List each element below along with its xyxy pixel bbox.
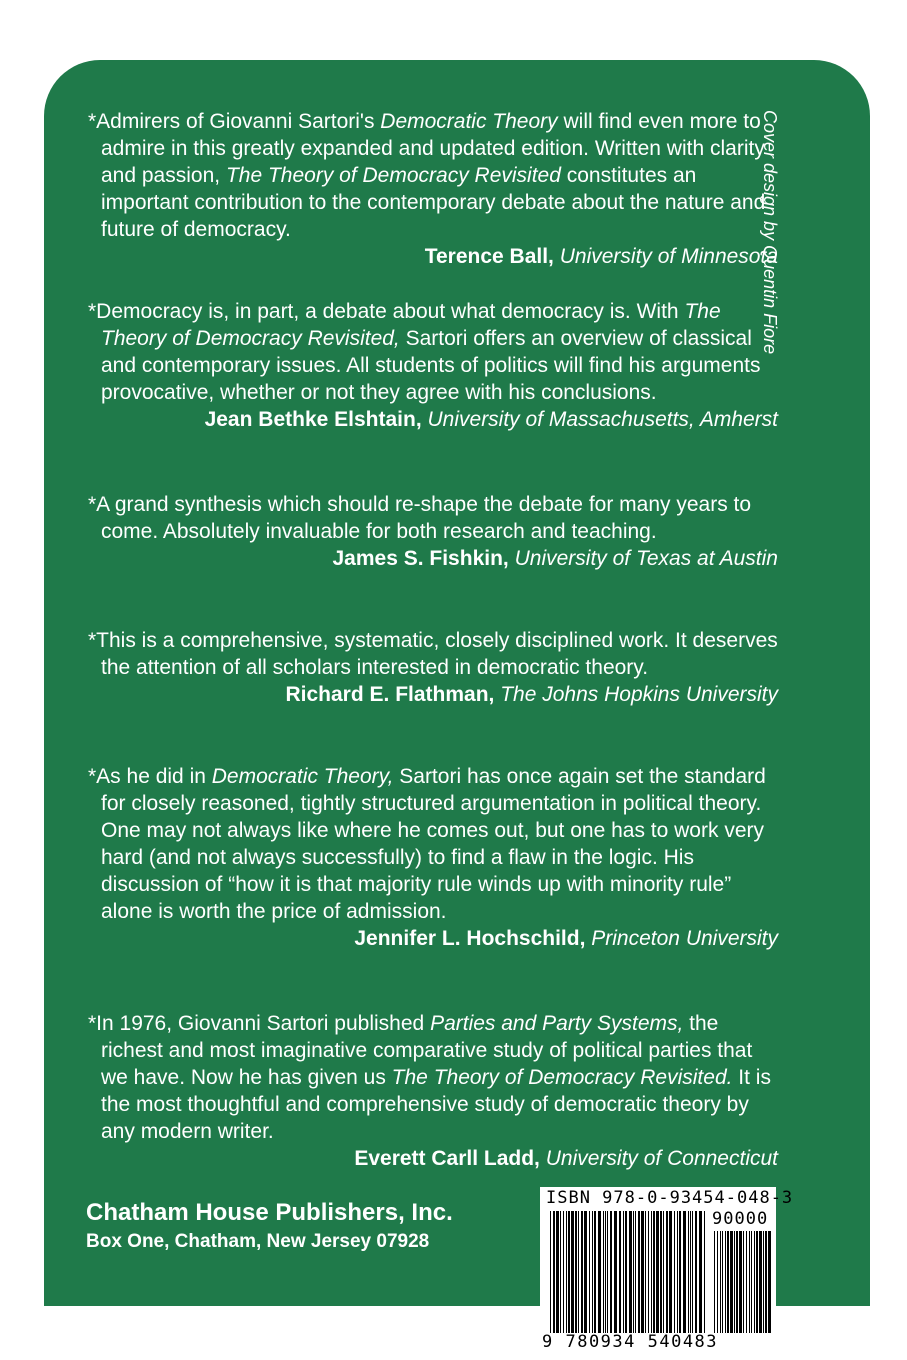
barcode-bar — [560, 1211, 561, 1333]
barcode-supplement-bars — [714, 1231, 772, 1333]
barcode-bar — [635, 1211, 636, 1333]
publisher-address: Box One, Chatham, New Jersey 07928 — [86, 1231, 430, 1252]
isbn-barcode — [540, 1187, 794, 1357]
author-name: Richard E. Flathman, — [285, 683, 495, 706]
barcode-bar — [605, 1211, 606, 1333]
blurb-attribution — [88, 545, 778, 572]
author-institution: University of Connecticut — [545, 1147, 778, 1170]
barcode-bar — [746, 1231, 747, 1333]
barcode-digits: 9 780934 540483 — [542, 1332, 719, 1352]
barcode-bar — [734, 1231, 735, 1333]
author-name: Everett Carll Ladd, — [354, 1147, 540, 1170]
barcode-bar — [660, 1211, 662, 1333]
blurb-attribution — [88, 681, 778, 708]
blurb-ball — [88, 108, 778, 270]
blurb-elshtain — [88, 298, 778, 433]
author-institution: University of Minnesota — [559, 245, 778, 268]
barcode-bar — [623, 1211, 624, 1333]
author-institution: University of Massachusetts, Amherst — [427, 408, 778, 431]
blurb-attribution — [88, 406, 778, 433]
barcode-bar — [669, 1211, 672, 1333]
blurb-attribution — [88, 243, 778, 270]
blurb-text: *Admirers of Giovanni Sartori's Democratic Theory will find even more to admire in this greatly expanded and updated edition. Written with clarity and passion, The Theory of Democracy Revisited constitutes an important contribution to the contemporary debate about the nature and future of democracy. — [88, 110, 766, 241]
barcode-bar — [638, 1211, 640, 1333]
blurb-ladd — [88, 1010, 778, 1172]
blurb-text: *This is a comprehensive, systematic, closely disciplined work. It deserves the attention of all scholars interested in democratic theory. — [88, 629, 778, 679]
barcode-bar — [651, 1211, 652, 1333]
barcode-bar — [743, 1231, 744, 1333]
barcode-bars — [550, 1211, 705, 1333]
isbn-label: ISBN 978-0-93454-048-3 — [546, 1188, 794, 1208]
barcode-bar — [553, 1211, 555, 1333]
barcode-bar — [704, 1211, 705, 1333]
barcode-bar — [768, 1231, 771, 1333]
author-name: Jennifer L. Hochschild, — [354, 927, 586, 950]
author-institution: The Johns Hopkins University — [500, 683, 778, 706]
barcode-bar — [699, 1211, 702, 1333]
barcode-bar — [739, 1231, 742, 1333]
blurb-attribution — [88, 925, 778, 952]
barcode-supplement-number: 90000 — [712, 1209, 769, 1229]
blurb-hochschild — [88, 763, 778, 952]
barcode-bar — [730, 1231, 733, 1333]
author-name: Terence Ball, — [424, 245, 554, 268]
barcode-bar — [563, 1211, 564, 1333]
barcode-bar — [754, 1231, 755, 1333]
barcode-bar — [598, 1211, 601, 1333]
barcode-bar — [765, 1231, 767, 1333]
barcode-bar — [629, 1211, 632, 1333]
barcode-bar — [648, 1211, 649, 1333]
barcode-bar — [692, 1211, 693, 1333]
barcode-bar — [656, 1211, 659, 1333]
barcode-bar — [619, 1211, 621, 1333]
blurb-text: *As he did in Democratic Theory, Sartori has once again set the standard for closely reasoned, tightly structured argumentation in political theory. One may not always like where he comes out, but one has to work very hard (and not always successfully) to find a flaw in the logic. His discussion of “how it is that majority rule winds up with minority rule” alone is worth the price of admission. — [88, 765, 766, 923]
barcode-bar — [688, 1211, 689, 1333]
barcode-bar — [550, 1211, 551, 1333]
blurb-text: *A grand synthesis which should re-shape the debate for many years to come. Absolutely invaluable for both research and teaching. — [88, 493, 752, 543]
barcode-bar — [594, 1211, 596, 1333]
barcode-bar — [690, 1211, 691, 1333]
barcode-bar — [625, 1211, 627, 1333]
barcode-bar — [581, 1211, 583, 1333]
barcode-bar — [641, 1211, 644, 1333]
barcode-bar — [722, 1231, 723, 1333]
barcode-bar — [607, 1211, 608, 1333]
barcode-bar — [751, 1231, 752, 1333]
blurb-fishkin — [88, 491, 778, 572]
barcode-bar — [663, 1211, 664, 1333]
publisher-block — [86, 1198, 453, 1256]
barcode-bar — [584, 1211, 587, 1333]
barcode-bar — [610, 1211, 612, 1333]
barcode-bar — [756, 1231, 758, 1333]
blurb-flathman — [88, 627, 778, 708]
barcode-bar — [575, 1211, 577, 1333]
author-institution: Princeton University — [591, 927, 778, 950]
barcode-bar — [759, 1231, 762, 1333]
barcode-bar — [763, 1231, 764, 1333]
barcode-bar — [720, 1231, 721, 1333]
barcode-bar — [571, 1211, 574, 1333]
barcode-bar — [592, 1211, 593, 1333]
cover-design-credit: Cover design by Quentin Fiore — [760, 110, 780, 355]
barcode-bar — [714, 1231, 715, 1333]
barcode-bar — [749, 1231, 750, 1333]
barcode-bar — [556, 1211, 559, 1333]
barcode-bar — [727, 1231, 729, 1333]
publisher-name: Chatham House Publishers, Inc. — [86, 1199, 453, 1226]
blurb-attribution — [88, 1145, 778, 1172]
barcode-bar — [683, 1211, 686, 1333]
barcode-bar — [589, 1211, 590, 1333]
barcode-bar — [674, 1211, 675, 1333]
barcode-bar — [679, 1211, 681, 1333]
barcode-bar — [633, 1211, 634, 1333]
barcode-bar — [603, 1211, 604, 1333]
barcode-bar — [666, 1211, 668, 1333]
blurb-text: *Democracy is, in part, a debate about what democracy is. With The Theory of Democracy Revisited, Sartori offers an overview of classical and contemporary issues. All students of politics will find his arguments provocative, whether or not they agree with his conclusions. — [88, 300, 761, 404]
barcode-bar — [736, 1231, 738, 1333]
barcode-bar — [578, 1211, 579, 1333]
author-institution: University of Texas at Austin — [514, 547, 778, 570]
blurb-text: *In 1976, Giovanni Sartori published Parties and Party Systems, the richest and most imaginative comparative study of political parties that we have. Now he has given us The Theory of Democracy Revisited. It is the most thoughtful and comprehensive study of democratic theory by any modern writer. — [88, 1012, 771, 1143]
author-name: Jean Bethke Elshtain, — [204, 408, 422, 431]
barcode-bar — [645, 1211, 646, 1333]
barcode-bar — [725, 1231, 726, 1333]
barcode-bar — [695, 1211, 697, 1333]
barcode-bar — [614, 1211, 617, 1333]
barcode-bar — [568, 1211, 570, 1333]
barcode-bar — [653, 1211, 655, 1333]
barcode-bar — [677, 1211, 678, 1333]
author-name: James S. Fishkin, — [332, 547, 509, 570]
barcode-bar — [717, 1231, 718, 1333]
barcode-bar — [566, 1211, 567, 1333]
